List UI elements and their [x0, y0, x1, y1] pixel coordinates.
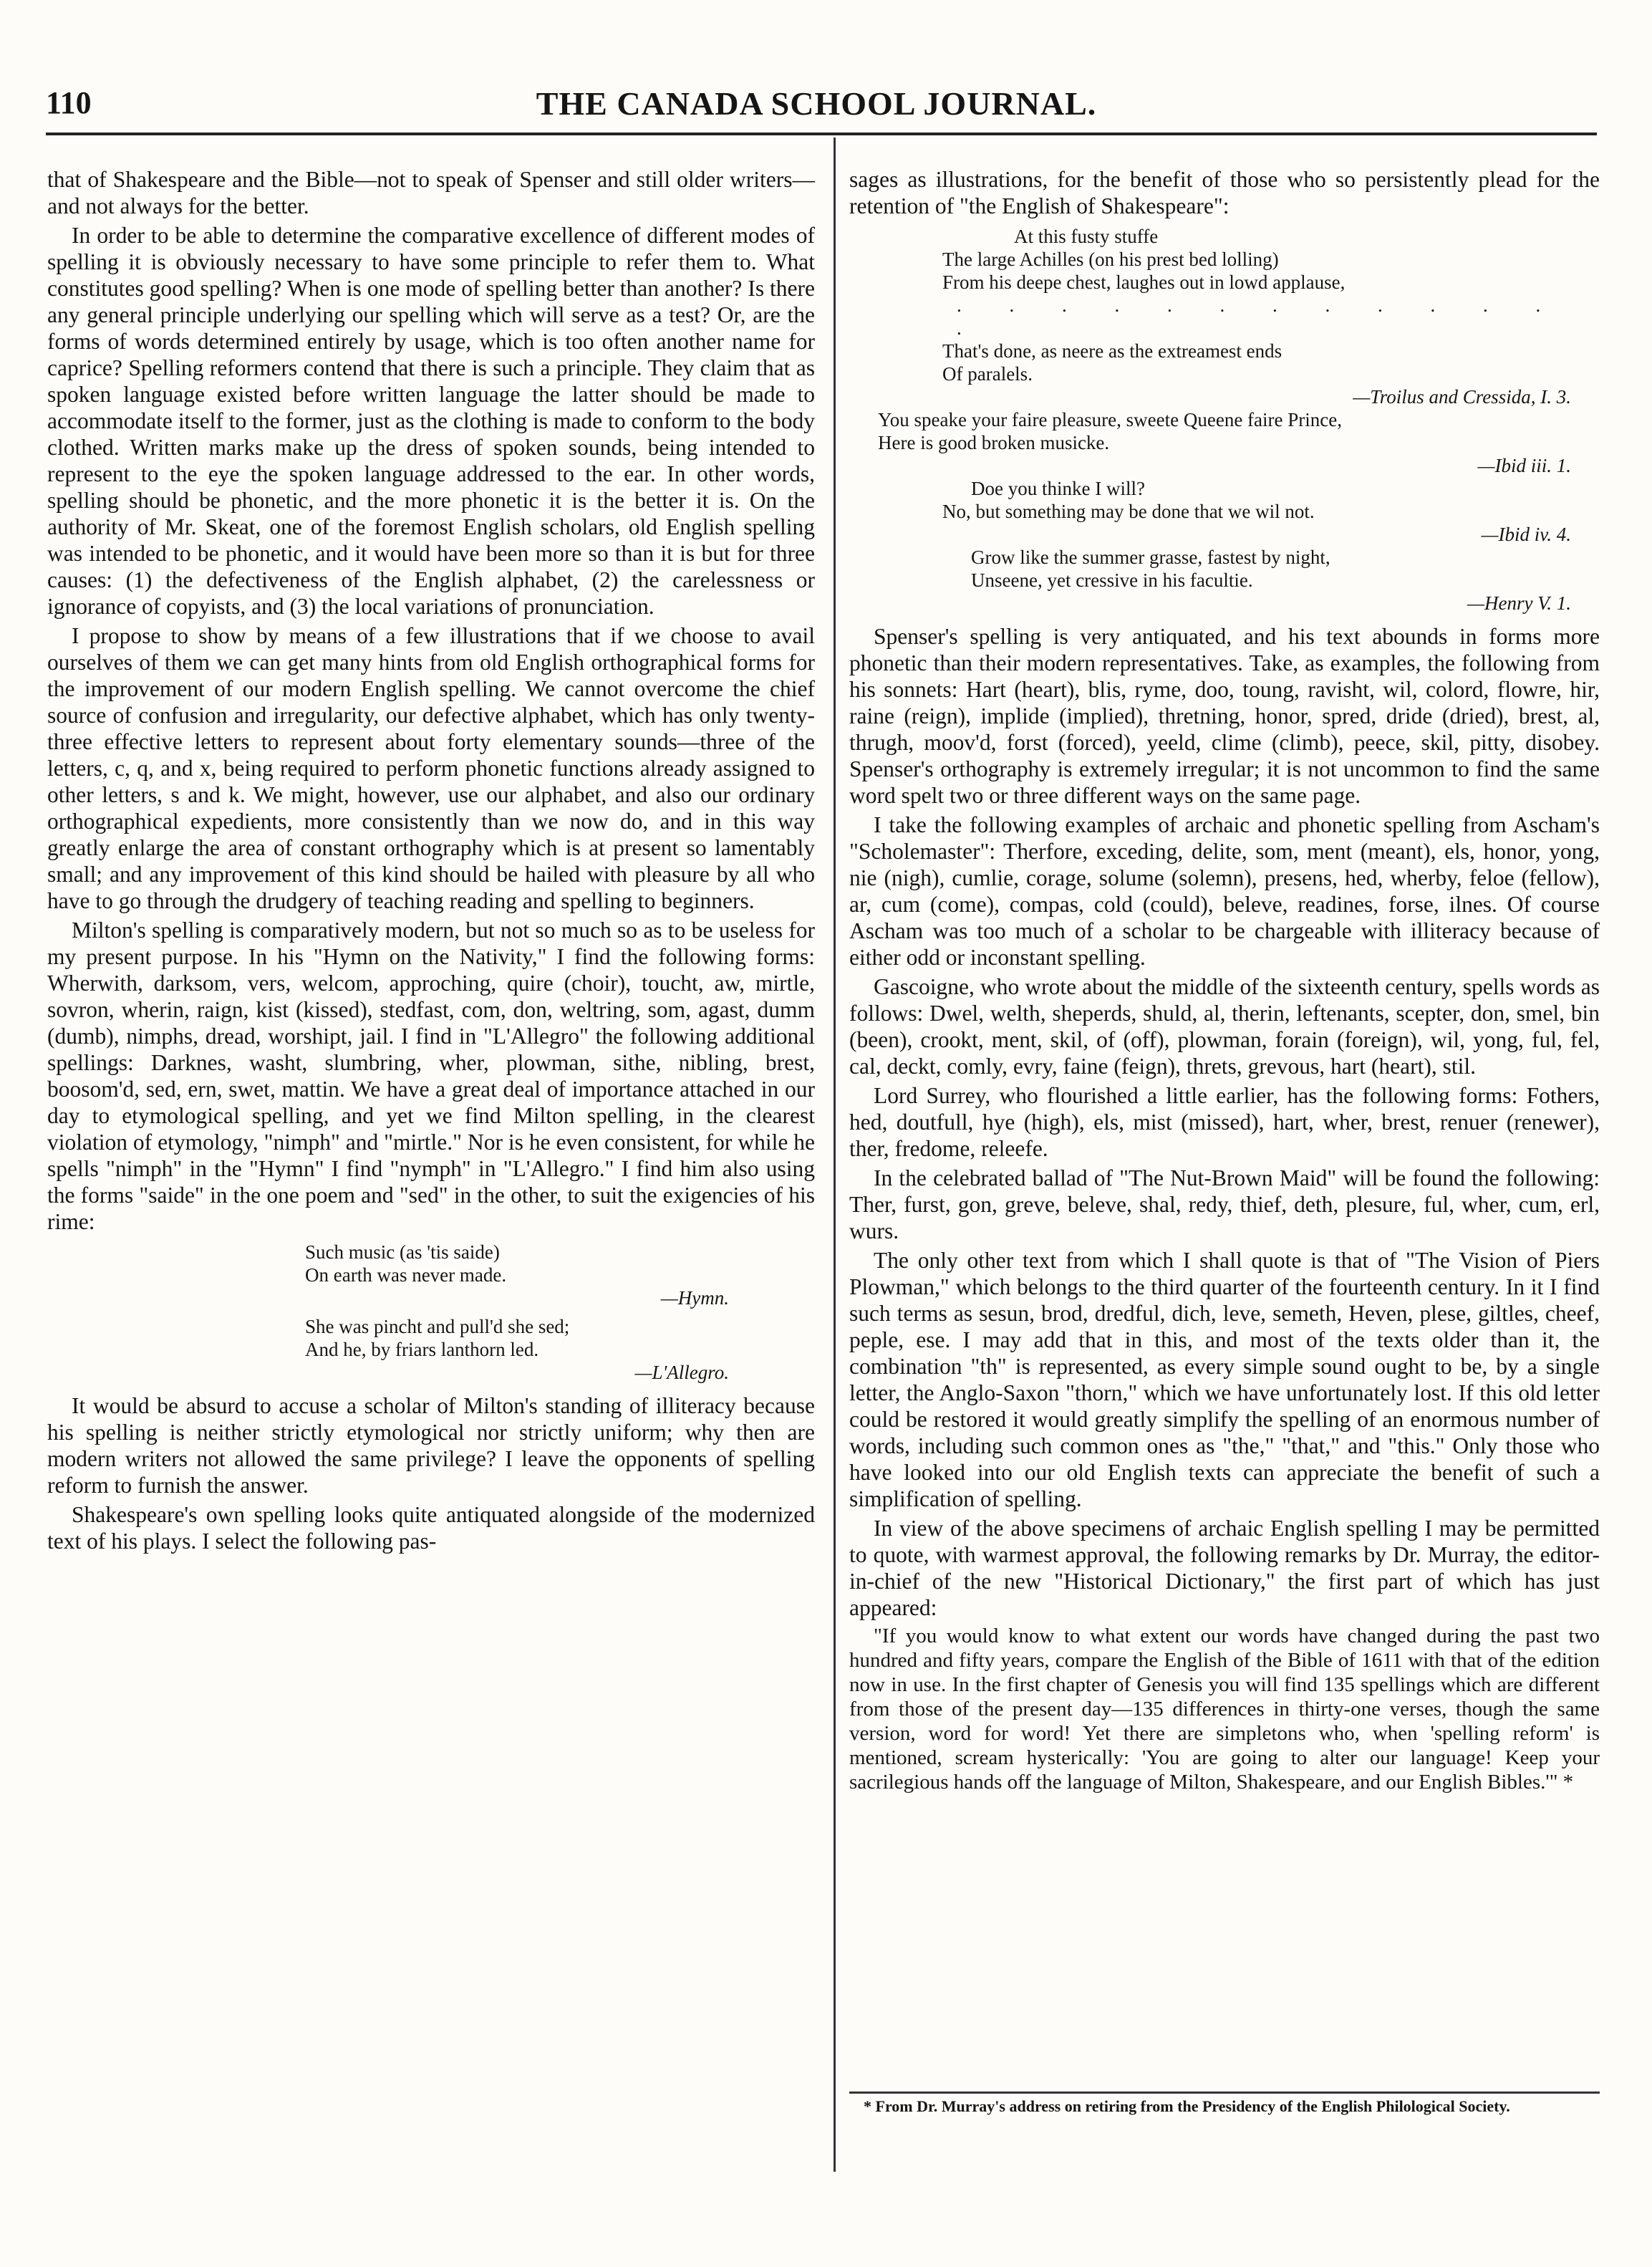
header-rule — [46, 133, 1597, 135]
verse-line: At this fusty stuffe — [1014, 226, 1159, 247]
verse-citation: —Ibid iv. 4. — [1481, 524, 1571, 545]
verse-line: Of paralels. — [942, 363, 1033, 385]
block-quote: "If you would know to what extent our words have changed during the past two hundred and fifty years, compare the English of the Bible of 1611 with that of the edition now in use. In the first chapter of Genesis you will find 135 spellings which are different from those of the present day—135 differences in thirty-one verses, though the same version, word for word! Yet there are simpletons who, when 'spelling reform' is mentioned, scream hysterically: 'You are going to alter our language! Keep your sacrilegious hands off the language of Milton, Shakespeare, and our English Bibles.'" * — [849, 1625, 1600, 1794]
verse-line: That's done, as neere as the extreamest ends — [942, 340, 1283, 362]
footnote-rule — [849, 2092, 1600, 2094]
verse-line: She was pincht and pull'd she sed; — [305, 1316, 570, 1337]
paragraph: Lord Surrey, who flourished a little earlier, has the following forms: Fothers, hed, doutfull, hye (high), els, mist (missed), hart, wher, brest, renuer (renewer), ther, fredome, releefe. — [849, 1083, 1600, 1161]
verse-line: From his deepe chest, laughes out in lowd applause, — [942, 271, 1346, 293]
verse-line: On earth was never made. — [305, 1264, 507, 1286]
paragraph: In order to be able to determine the comparative excellence of different modes of spelling it is obviously necessary to have some principle to refer them to. What constitutes good spelling? When is one mode of spelling better than another? Is there any general principle underlying our spelling which will serve as a test? Or, are the forms of words determined entirely by usage, which is too often another name for caprice? Spelling reformers contend that there is such a principle. They claim that as spoken language existed before written language the latter should be made to accommodate itself to the former, just as the clothing is made to conform to the body clothed. Written marks make up the dress of spoken sounds, being intended to represent to the eye the spoken language addressed to the ear. In other words, spelling should be phonetic, and the more phonetic it is the better it is. On the authority of Mr. Skeat, one of the foremost English scholars, old English spelling was intended to be phonetic, and it would have been more so than it is but for three causes: (1) the defectiveness of the English alphabet, (2) the carelessness or ignorance of copyists, and (3) the local variations of pronunciation. — [47, 223, 815, 619]
right-column — [849, 166, 1600, 1797]
paragraph: I take the following examples of archaic and phonetic spelling from Ascham's "Scholemaster": Therfore, exceding, delite, som, ment (meant), els, honor, yong, nie (nigh), cumlie, corage, solume (solemn), presens, hed, wherby, feloe (fellow), ar, cum (come), compas, cold (could), beleve, readines, forse, ilnes. Of course Ascham was too much of a scholar to be chargeable with illiteracy because of either odd or inconstant spelling. — [849, 812, 1600, 970]
paragraph: Spenser's spelling is very antiquated, and his text abounds in forms more phonetic than their modern representatives. Take, as examples, the following from his sonnets: Hart (heart), blis, ryme, doo, toung, ravisht, wil, colord, flowre, hir, raine (reign), implide (implied), thretning, honor, spred, dride (dried), brest, al, thrugh, moov'd, forst (forced), yeeld, clime (climb), peece, skil, pitty, disobey. Spenser's orthography is extremely irregular; it is not uncommon to find the same word spelt two or three different ways on the same page. — [849, 624, 1600, 808]
verse-citation: —Ibid iii. 1. — [1477, 455, 1571, 476]
column-divider — [834, 138, 836, 2172]
verse-citation: —Hymn. — [660, 1287, 729, 1309]
verse-quote-shakespeare — [849, 225, 1600, 615]
paragraph: In view of the above specimens of archaic English spelling I may be permitted to quote, with warmest approval, the following remarks by Dr. Murray, the editor-in-chief of the new "Historical Dictionary," the first part of which has just appeared: — [849, 1516, 1600, 1620]
verse-line: No, but something may be done that we wil not. — [942, 501, 1315, 522]
paragraph: sages as illustrations, for the benefit of those who so persistently plead for the retention of "the English of Shakespeare": — [849, 167, 1600, 218]
verse-line: Doe you thinke I will? — [971, 478, 1145, 499]
paragraph: Shakespeare's own spelling looks quite antiquated alongside of the modernized text of his plays. I select the following pas- — [47, 1502, 815, 1554]
paragraph: Milton's spelling is comparatively modern, but not so much so as to be useless for my present purpose. In his "Hymn on the Nativity," I find the following forms: Wherwith, darksom, vers, welcom, approching, quire (choir), toucht, aw, mirtle, sovron, wherin, raign, kist (kissed), stedfast, com, don, weltring, som, agast, dumm (dumb), nimphs, dread, worshipt, jail. I find in "L'Allegro" the following additional spellings: Darknes, washt, slumbring, wher, plowman, sithe, nibling, brest, boosom'd, sed, ern, swet, mattin. We have a great deal of importance attached in our day to etymological spelling, and yet we find Milton spelling, in the clearest violation of etymology, "nimph" and "mirtle." Nor is he even consistent, for while he spells "nimph" in the "Hymn" I find "nymph" in "L'Allegro." I find him also using the forms "saide" in the one poem and "sed" in the other, to suit the exigencies of his rime: — [47, 918, 815, 1234]
verse-line: The large Achilles (on his prest bed lolling) — [942, 249, 1279, 270]
left-column — [47, 166, 815, 1557]
paragraph: Gascoigne, who wrote about the middle of the sixteenth century, spells words as follows: Dwel, welth, sheperds, shuld, al, therin, leftenants, scepter, don, smel, bin (been), crookt, ment, skil, of (off), plowman, forain (foreign), wil, yong, ful, fel, cal, deckt, comly, evry, faine (feign), threts, grevous, hart (heart), stil. — [849, 974, 1600, 1079]
paragraph: In the celebrated ballad of "The Nut-Brown Maid" will be found the following: Ther, furst, gon, greve, beleve, shal, redy, thief, deth, plesure, ful, wher, cum, erl, wurs. — [849, 1165, 1600, 1243]
page-header — [36, 79, 1597, 127]
verse-line: Unseene, yet cressive in his facultie. — [971, 569, 1253, 591]
page-number: 110 — [46, 85, 92, 120]
footnote: * From Dr. Murray's address on retiring from the Presidency of the English Philological Society. — [864, 2097, 1510, 2115]
verse-line: You speake your faire pleasure, sweete Queene faire Prince, — [878, 409, 1342, 430]
paragraph: I propose to show by means of a few illustrations that if we choose to avail ourselves of them we can get many hints from old English orthographical forms for the improvement of our modern English spelling. We cannot overcome the chief source of confusion and irregularity, our defective alphabet, which has only twenty-three effective letters to represent about forty elementary sounds—three of the letters, c, q, and x, being required to perform phonetic functions already assigned to other letters, s and k. We might, however, use our alphabet, and also our ordinary orthographical expedients, more consistently than we now do, and in this way greatly enlarge the area of constant orthography which is at present so lamentably small; and any improvement of this kind should be hailed with pleasure by all who have to go through the drudgery of teaching reading and spelling to beginners. — [47, 623, 815, 913]
paragraph: that of Shakespeare and the Bible—not to speak of Spenser and still older writers—and not always for the better. — [47, 167, 815, 218]
verse-citation: —Henry V. 1. — [1467, 592, 1571, 614]
journal-title: THE CANADA SCHOOL JOURNAL. — [536, 85, 1097, 122]
ellipsis-dots: . . . . . . . . . . . . . — [957, 294, 1562, 339]
verse-line: And he, by friars lanthorn led. — [305, 1339, 539, 1360]
paragraph: It would be absurd to accuse a scholar of Milton's standing of illiteracy because his spelling is neither strictly etymological nor strictly uniform; why then are modern writers not allowed the same privilege? I leave the opponents of spelling reform to furnish the answer. — [47, 1393, 815, 1498]
verse-citation: —L'Allegro. — [634, 1362, 729, 1383]
verse-quote-hymn — [47, 1241, 815, 1384]
verse-citation: —Troilus and Cressida, I. 3. — [1353, 386, 1571, 408]
verse-line: Here is good broken musicke. — [878, 432, 1110, 453]
paragraph: The only other text from which I shall quote is that of "The Vision of Piers Plowman," which belongs to the third quarter of the fourteenth century. In it I find such terms as sesun, brod, dredful, dich, leve, semeth, Heven, plese, giltles, cheef, peple, ese. I may add that in this, and most of the texts older than it, the combination "th" is represented, as every simple sound ought to be, by a single letter, the Anglo-Saxon "thorn," which we have unfortunately lost. If this old letter could be restored it would greatly simplify the spelling of an enormous number of words, including such common ones as "the," "that," and "this." Only those who have looked into our old English texts can appreciate the benefit of such a simplification of spelling. — [849, 1248, 1600, 1511]
verse-line: Such music (as 'tis saide) — [305, 1241, 500, 1263]
verse-line: Grow like the summer grasse, fastest by night, — [971, 547, 1330, 568]
